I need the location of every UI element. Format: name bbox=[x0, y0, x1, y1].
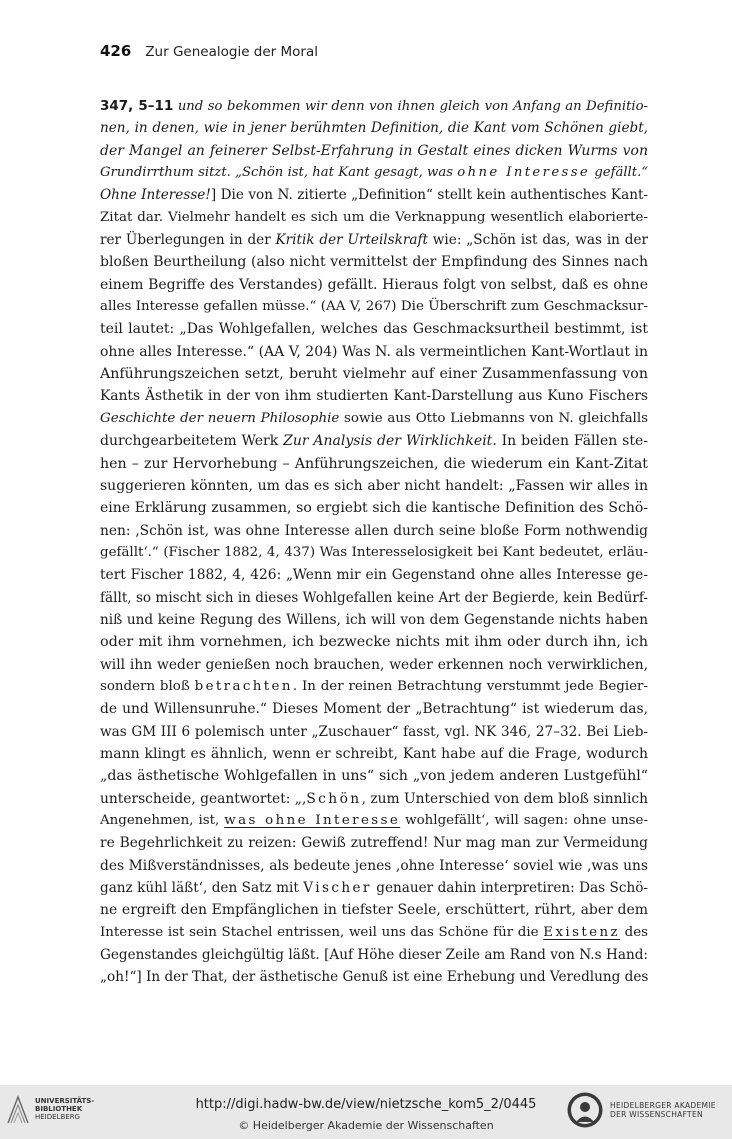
text-run: sondern bloß bbox=[100, 678, 195, 694]
text-line bbox=[100, 95, 648, 117]
text-line bbox=[100, 631, 648, 653]
permalink-url[interactable]: http://digi.hadw-bw.de/view/nietzsche_kom5_2/0445 bbox=[195, 1097, 537, 1112]
text-run: mann klingt es ähnlich, wenn er schreibt, Kant habe auf die Frage, wodurch bbox=[100, 745, 648, 762]
text-run: Zur Analysis der Wirklichkeit bbox=[283, 433, 493, 450]
text-run: wohlgefällt‘, will sagen: ohne unse- bbox=[400, 813, 648, 828]
text-run: des bbox=[619, 924, 648, 940]
text-line bbox=[100, 899, 648, 921]
text-run: genauer dahin interpretiren: Das Schö- bbox=[371, 880, 648, 897]
text-run: niß und keine Regung des Willens, ich will von dem Gegenstande nichts haben bbox=[100, 611, 648, 628]
text-line bbox=[100, 251, 648, 273]
text-line bbox=[100, 274, 648, 296]
text-line bbox=[100, 877, 648, 899]
lemma-reference: 347, 5–11 bbox=[100, 98, 174, 114]
text-run: tert Fischer 1882, 4, 426: „Wenn mir ein Gegenstand ohne alles Interesse ge- bbox=[100, 567, 648, 584]
academy-logo[interactable] bbox=[566, 1091, 716, 1129]
text-run: bloßen Beurtheilung (also nicht vermittelst der Empfindung des Sinnes nach bbox=[100, 254, 648, 271]
text-line bbox=[100, 229, 648, 251]
text-line bbox=[100, 743, 648, 765]
text-run: nen, in denen, wie in jener berühmten Definition, die Kant vom Schönen giebt, bbox=[100, 120, 648, 137]
text-line bbox=[100, 654, 648, 676]
text-line bbox=[100, 363, 648, 385]
text-run: was ohne Interesse bbox=[224, 813, 401, 828]
text-run: der Mangel an feinerer Selbst-Erfahrung in Gestalt eines dicken Wurms von bbox=[100, 142, 648, 159]
text-run: durchgearbeitetem Werk bbox=[100, 433, 284, 450]
text-line bbox=[100, 520, 648, 542]
text-run: Vischer bbox=[303, 880, 372, 897]
text-line bbox=[100, 453, 648, 475]
text-line bbox=[100, 162, 648, 184]
library-line-2: BIBLIOTHEK bbox=[35, 1105, 83, 1113]
text-run: ] Die von N. zitierte „Definition“ stellt kein authentisches Kant- bbox=[210, 187, 648, 204]
text-run: betrachten bbox=[194, 678, 293, 694]
running-title: Zur Genealogie der Moral bbox=[145, 44, 318, 60]
text-line bbox=[100, 721, 648, 743]
text-run: des Mißverständnisses, als bedeute jenes ‚ohne Interesse‘ soviel wie ‚was uns bbox=[100, 857, 648, 874]
text-run: eine Erklärung zusammen, so ergiebt sich die kantische Definition des Schö- bbox=[100, 500, 648, 517]
text-run: teil lautet: „Das Wohlgefallen, welches das Geschmacksurtheil bestimmt, ist bbox=[100, 321, 648, 338]
text-run: Anführungszeichen setzt, beruht vielmehr auf einer Zusammenfassung von bbox=[100, 366, 648, 383]
text-line bbox=[100, 318, 648, 340]
text-line bbox=[100, 497, 648, 519]
text-run: Existenz bbox=[543, 924, 620, 940]
text-line bbox=[100, 385, 648, 407]
text-run: Kritik der Urteilskraft bbox=[275, 232, 428, 249]
text-line bbox=[100, 184, 648, 206]
library-line-1: UNIVERSITÄTS- bbox=[35, 1097, 95, 1105]
text-run: ne ergreift den Empfänglichen in tiefster Seele, erschüttert, rührt, aber dem bbox=[100, 902, 648, 919]
text-line bbox=[100, 855, 648, 877]
text-line bbox=[100, 676, 648, 698]
academy-line-2: DER WISSENSCHAFTEN bbox=[610, 1110, 703, 1119]
text-line bbox=[100, 587, 648, 609]
text-line bbox=[100, 832, 648, 854]
text-run: Angenehmen, ist, bbox=[100, 813, 225, 828]
text-run: und so bekommen wir denn von ihnen gleich von Anfang an Definitio- bbox=[177, 99, 648, 114]
text-line bbox=[100, 140, 648, 162]
text-run: wie: „Schön ist das, was in der bbox=[427, 232, 648, 249]
text-line bbox=[100, 117, 648, 139]
text-run: ganz kühl läßt‘, den Satz mit bbox=[100, 880, 304, 897]
text-run: de und Willensunruhe.“ Dieses Moment der „Betrachtung“ ist wiederum das, bbox=[100, 701, 648, 718]
text-run: oder mit ihm vornehmen, ich bezwecke nichts mit ihm oder durch ihn, ich bbox=[100, 634, 648, 651]
library-line-3: HEIDELBERG bbox=[35, 1113, 80, 1121]
text-run: ohne Interesse bbox=[457, 165, 591, 181]
text-run: Interesse ist sein Stachel entrissen, weil uns das Schöne für die bbox=[100, 924, 544, 940]
text-line bbox=[100, 408, 648, 430]
text-line bbox=[100, 564, 648, 586]
text-line bbox=[100, 341, 648, 363]
text-run: gefällt.“ bbox=[590, 165, 648, 181]
page-number: 426 bbox=[100, 42, 132, 60]
text-line bbox=[100, 296, 648, 318]
text-line bbox=[100, 207, 648, 229]
text-line bbox=[100, 966, 648, 988]
text-run: „oh!“] In der That, der ästhetische Genuß ist eine Erhebung und Veredlung des bbox=[100, 969, 648, 986]
text-run: Gegenstandes gleichgültig läßt. [Auf Höhe dieser Zeile am Rand von N.s Hand: bbox=[100, 947, 648, 964]
academy-seal-icon bbox=[566, 1091, 604, 1129]
text-run: gefällt‘.“ (Fischer 1882, 4, 437) Was Interesselosigkeit bei Kant bedeutet, erläu- bbox=[100, 544, 648, 560]
text-line bbox=[100, 542, 648, 564]
academy-line-1: HEIDELBERGER AKADEMIE bbox=[610, 1101, 716, 1110]
text-run: Schön bbox=[306, 790, 362, 807]
text-run: Ohne Interesse! bbox=[100, 187, 211, 204]
text-line bbox=[100, 430, 648, 452]
text-line bbox=[100, 765, 648, 787]
text-run: rer Überlegungen in der bbox=[100, 232, 276, 249]
text-run: Zitat dar. Vielmehr handelt es sich um die Verknappung wesentlich elaboriertе- bbox=[100, 209, 648, 225]
text-run: Kants Ästhetik in der von ihm studierten Kant-Darstellung aus Kuno Fischers bbox=[100, 388, 648, 405]
text-run: alles Interesse gefallen müsse.“ (AA V, 267) Die Überschrift zum Geschmacksur- bbox=[100, 299, 648, 315]
text-run: re Begehrlichkeit zu reizen: Gewiß zutreffend! Nur mag man zur Vermeidung bbox=[100, 835, 648, 852]
text-line bbox=[100, 609, 648, 631]
text-line bbox=[100, 788, 648, 810]
text-run: „das ästhetische Wohlgefallen in uns“ sich „von jedem anderen Lustgefühl“ bbox=[100, 768, 648, 785]
text-run: einem Begriffe des Verstandes) gefällt. Hieraus folgt von selbst, daß es ohne bbox=[100, 276, 648, 293]
text-line bbox=[100, 475, 648, 497]
copyright-notice: © Heidelberger Akademie der Wissenschaften bbox=[238, 1119, 494, 1132]
text-run: suggerieren könnten, um das es sich aber nicht handelt: „Fassen wir alles in bbox=[100, 477, 648, 494]
text-run: will ihn weder genießen noch brauchen, weder erkennen noch verwirklichen, bbox=[100, 656, 648, 673]
text-line bbox=[100, 922, 648, 944]
text-run: Geschichte der neuern Philosophie bbox=[100, 410, 340, 426]
text-run: fällt, so mischt sich in dieses Wohlgefallen keine Art der Begierde, kein Bedürf- bbox=[100, 589, 648, 606]
text-run: unterscheide, geantwortet: „‚ bbox=[100, 790, 307, 807]
text-run: , zum Unterschied von dem bloß sinnlich bbox=[361, 790, 648, 807]
running-header bbox=[100, 42, 318, 60]
text-line bbox=[100, 698, 648, 720]
text-line bbox=[100, 944, 648, 966]
commentary-text bbox=[100, 95, 648, 989]
text-run: Grundirrthum sitzt. „Schön ist, hat Kant gesagt, was bbox=[100, 165, 458, 181]
text-run: . In beiden Fällen ste- bbox=[492, 433, 648, 450]
footer-bar bbox=[0, 1085, 732, 1139]
text-run: . In der reinen Betrachtung verstummt jede Begier- bbox=[292, 678, 648, 694]
text-run: ohne alles Interesse.“ (AA V, 204) Was N. als vermeintlichen Kant-Wortlaut in bbox=[100, 343, 648, 360]
text-run: sowie aus Otto Liebmanns von N. gleichfalls bbox=[339, 410, 648, 426]
text-run: hen – zur Hervorhebung – Anführungszeichen, die wiederum ein Kant-Zitat bbox=[100, 455, 648, 472]
text-run: was GM III 6 polemisch unter „Zuschauer“ fasst, vgl. NK 346, 27–32. Bei Lieb- bbox=[100, 723, 648, 740]
text-run: nen: ‚Schön ist, was ohne Interesse allen durch seine bloße Form nothwendig bbox=[100, 522, 648, 539]
text-line bbox=[100, 810, 648, 832]
